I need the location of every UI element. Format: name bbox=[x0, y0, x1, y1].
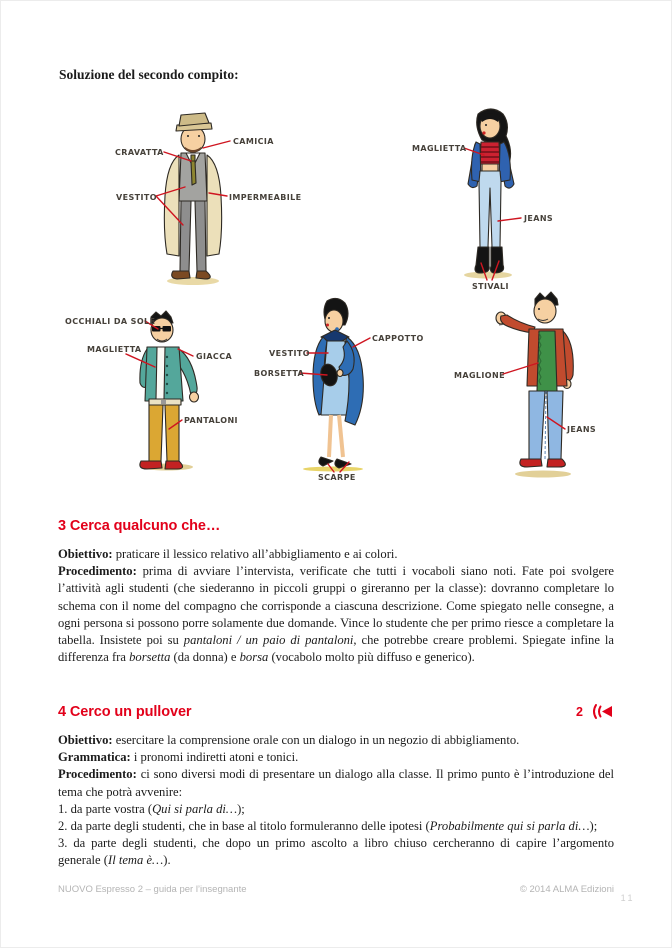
label-maglione: MAGLIONE bbox=[454, 371, 505, 380]
label-vestito: VESTITO bbox=[116, 193, 157, 202]
section4-obiettivo: Obiettivo: esercitare la comprensione orale con un dialogo in un negozio di abbigliamento. bbox=[58, 733, 520, 747]
section4-heading: 4 Cerco un pullover bbox=[58, 703, 192, 720]
label-impermeabile: IMPERMEABILE bbox=[229, 193, 302, 202]
section4-item-3: 3. da parte degli studenti, che dopo un primo ascolto a libro chiuso cercheranno di capire l’argomento generale (Il tema è…). bbox=[58, 836, 614, 868]
audio-track-number: 2 bbox=[576, 704, 583, 719]
figure-man-sunglasses bbox=[140, 311, 199, 471]
section4-procedimento: Procedimento: ci sono diversi modi di presentare un dialogo alla classe. Il primo punto è l’introduzione del tema che potrà avvenire: bbox=[58, 767, 614, 799]
page-number: 11 bbox=[620, 893, 635, 903]
label-giacca: GIACCA bbox=[196, 352, 233, 361]
label-cravatta: CRAVATTA bbox=[115, 148, 164, 157]
label-pantaloni: PANTALONI bbox=[184, 416, 238, 425]
label-occhiali-da-sole: OCCHIALI DA SOLE bbox=[65, 317, 156, 326]
label-jeans-5: JEANS bbox=[567, 425, 597, 434]
leader-line-camicia bbox=[203, 141, 230, 148]
label-vestito-4: VESTITO bbox=[269, 349, 310, 358]
label-jeans-2: JEANS bbox=[524, 214, 554, 223]
label-scarpe: SCARPE bbox=[318, 473, 356, 482]
leader-line-jeans-2 bbox=[498, 218, 521, 221]
label-camicia: CAMICIA bbox=[233, 137, 274, 146]
label-borsetta: BORSETTA bbox=[254, 369, 305, 378]
footer-book-title: NUOVO Espresso 2 – guida per l’insegnante bbox=[58, 884, 247, 895]
label-cappotto: CAPPOTTO bbox=[372, 334, 424, 343]
label-maglietta-3: MAGLIETTA bbox=[87, 345, 142, 354]
section-cerca-qualcuno bbox=[58, 518, 614, 666]
section3-procedimento: Procedimento: prima di avviare l’intervista, verificate che tutti i vocaboli siano noti. Fate poi svolgere l’attività agli studenti (che siederanno in piccoli gruppi o gireranno per la classe): dovranno completare lo schema con il nome del compagno che corrisponde a ciascuna descrizione. Come spiegato nelle consegne, a ogni persona si possono porre solamente due domande. Vince lo studente che per primo riesce a completare la tabella. Insistete poi su pantaloni / un paio di pantaloni, che potrebbe creare problemi. Spiegate infine la differenza fra borsetta (da donna) e borsa (vocabolo molto più diffuso e generico). bbox=[58, 564, 614, 665]
audio-track-indicator bbox=[576, 703, 614, 720]
section3-heading: 3 Cerca qualcuno che… bbox=[58, 518, 221, 534]
section4-grammatica: Grammatica: i pronomi indiretti atoni e tonici. bbox=[58, 750, 299, 765]
clothing-vocabulary-illustration bbox=[1, 91, 672, 503]
label-maglietta-2: MAGLIETTA bbox=[412, 144, 467, 153]
audio-speaker-icon bbox=[590, 703, 614, 720]
figure-woman-jeans-boots bbox=[464, 109, 514, 279]
page-footer bbox=[58, 884, 614, 895]
figure-woman-blue-coat bbox=[303, 298, 363, 471]
figure-man-green-sweater bbox=[496, 292, 573, 478]
leader-line-cappotto bbox=[353, 338, 370, 347]
label-stivali: STIVALI bbox=[472, 282, 509, 291]
figure-man-suit-raincoat bbox=[164, 113, 221, 285]
section4-item-2: 2. da parte degli studenti, che in base al titolo formuleranno delle ipotesi (Probabilmente qui si parla di…); bbox=[58, 819, 598, 834]
page-title: Soluzione del secondo compito: bbox=[59, 67, 239, 82]
section-cerco-un-pullover bbox=[58, 703, 614, 870]
footer-copyright: © 2014 ALMA Edizioni bbox=[519, 884, 614, 895]
section4-item-1: 1. da parte vostra (Qui si parla di…); bbox=[58, 801, 245, 816]
section3-obiettivo: Obiettivo: praticare il lessico relativo all’abbigliamento e ai colori. bbox=[58, 547, 398, 561]
